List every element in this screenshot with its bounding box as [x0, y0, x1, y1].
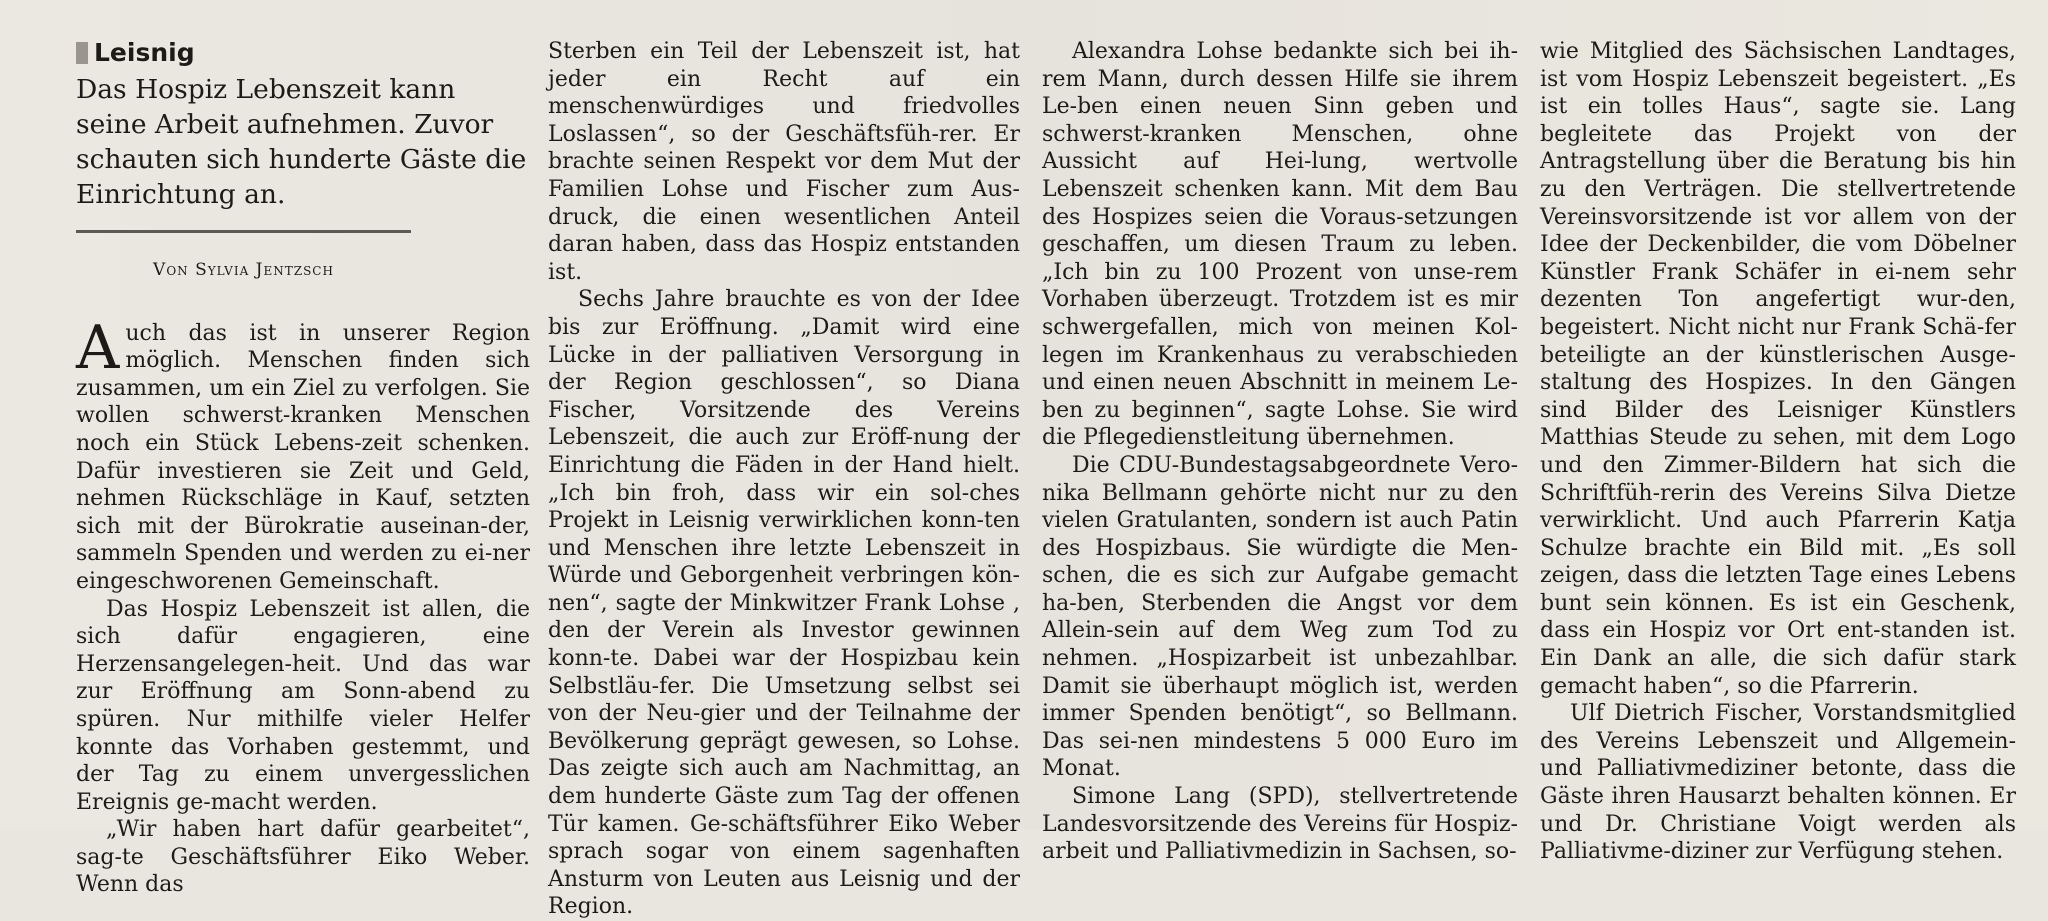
- drop-cap: A: [76, 312, 120, 383]
- kicker-marker: [76, 42, 88, 64]
- column-2: [548, 38, 1020, 921]
- paragraph: Alexandra Lohse bedankte sich bei ih-rem Mann, durch dessen Hilfe sie ihrem Le-ben einen neuen Sinn geben und schwerst-kranken Menschen, ohne Aussicht auf Hei-lung, wertvolle Lebenszeit schenken kann. Mit dem Bau des Hospizes seien die Voraus-setzungen geschaffen, um diesen Traum zu leben. „Ich bin zu 100 Prozent von unse-rem Vorhaben überzeugt. Trotzdem ist es mir schwergefallen, mich von meinen Kol-legen im Krankenhaus zu verabschieden und einen neuen Abschnitt in meinem Le-ben zu beginnen“, sagte Lohse. Sie wird die Pflegedienstleitung übernehmen.: [1042, 39, 1518, 451]
- paragraph: Auch das ist in unserer Region möglich. Menschen finden sich zusammen, um ein Ziel zu verfolgen. Sie wollen schwerst-kranken Menschen noch ein Stück Lebens-zeit schenken. Dafür investieren sie Zeit und Geld, nehmen Rückschläge in Kauf, setzten sich mit der Bürokratie auseinan-der, sammeln Spenden und werden zu ei-ner eingeschworenen Gemeinschaft.: [76, 312, 530, 594]
- paragraph: Ulf Dietrich Fischer, Vorstandsmitglied des Vereins Lebenszeit und Allgemein- und Palliativmediziner betonte, dass die Gäste ihren Hausarzt behalten können. Er und Dr. Christiane Voigt werden als Palliativme-diziner zur Verfügung stehen.: [1540, 701, 2016, 865]
- column-3: [1042, 38, 1518, 866]
- column-4: [1540, 38, 2016, 866]
- kicker-label: Leisnig: [94, 38, 195, 67]
- headline: Das Hospiz Lebenszeit kann seine Arbeit aufnehmen. Zuvor schauten sich hunderte Gäste die Einrichtung an.: [76, 74, 527, 210]
- byline: Von Sylvia Jentzsch: [153, 260, 334, 280]
- faded-previous-text: [0, 0, 2048, 40]
- paragraph: Das Hospiz Lebenszeit ist allen, die sich dafür engagieren, eine Herzensangelegen-heit. Und das war zur Eröffnung am Sonn-abend zu spüren. Nur mithilfe vieler Helfer konnte das Vorhaben gestemmt, und der Tag zu einem unvergesslichen Ereignis ge-macht werden.: [76, 596, 530, 815]
- paragraph: Die CDU-Bundestagsabgeordnete Vero-nika Bellmann gehörte nicht nur zu den vielen Gratulanten, sondern ist auch Patin des Hospizbaus. Sie würdigte die Men-schen, die es sich zur Aufgabe gemacht ha-ben, Sterbenden die Angst vor dem Allein-sein auf dem Weg zum Tod zu nehmen. „Hospizarbeit ist unbezahlbar. Damit sie überhaupt möglich ist, werden immer Spenden benötigt“, so Bellmann. Das sei-nen mindestens 5 000 Euro im Monat.: [1042, 452, 1518, 782]
- paragraph: „Wir haben hart dafür gearbeitet“, sag-te Geschäftsführer Eiko Weber. Wenn das: [76, 817, 530, 898]
- kicker: [76, 38, 530, 68]
- paragraph: Sterben ein Teil der Lebenszeit ist, hat jeder ein Recht auf ein menschenwürdiges und friedvolles Loslassen“, so der Geschäftsfüh-rer. Er brachte seinen Respekt vor dem Mut der Familien Lohse und Fischer zum Aus-druck, die einen wesentlichen Anteil daran haben, dass das Hospiz entstanden ist.: [548, 39, 1020, 285]
- paragraph: Simone Lang (SPD), stellvertretende Landesvorsitzende des Vereins für Hospiz-arbeit und Palliativmedizin in Sachsen, so-: [1042, 784, 1518, 865]
- paragraph: wie Mitglied des Sächsischen Landtages, ist vom Hospiz Lebenszeit begeistert. „Es ist ein tolles Haus“, sagte sie. Lang begleitete das Projekt von der Antragstellung über die Beratung bis hin zu den Verträgen. Die stellvertretende Vereinsvorsitzende ist vor allem von der Idee der Deckenbilder, die vom Döbelner Künstler Frank Schäfer in ei-nem sehr dezenten Ton angefertigt wur-den, begeistert. Nicht nicht nur Frank Schä-fer beteiligte an der künstlerischen Ausge-staltung des Hospizes. In den Gängen sind Bilder des Leisniger Künstlers Matthias Steude zu sehen, mit dem Logo und den Zimmer-Bildern hat sich die Schriftfüh-rerin des Vereins Silva Dietze verwirklicht. Und auch Pfarrerin Katja Schulze brachte ein Bild mit. „Es soll zeigen, dass die letzten Tage eines Lebens bunt sein können. Es ist ein Geschenk, dass ein Hospiz vor Ort ent-standen ist. Ein Dank an alle, die sich dafür stark gemacht haben“, so die Pfarrerin.: [1540, 39, 2016, 699]
- paragraph: Sechs Jahre brauchte es von der Idee bis zur Eröffnung. „Damit wird eine Lücke in der palliativen Versorgung in der Region geschlossen“, so Diana Fischer, Vorsitzende des Vereins Lebenszeit, die auch zur Eröff-nung der Einrichtung die Fäden in der Hand hielt. „Ich bin froh, dass wir ein sol-ches Projekt in Leisnig verwirklichen konn-ten und Menschen ihre letzte Lebenszeit in Würde und Geborgenheit verbringen kön-nen“, sagte der Minkwitzer Frank Lohse , den der Verein als Investor gewinnen konn-te. Dabei war der Hospizbau kein Selbstläu-fer. Die Umsetzung selbst sei von der Neu-gier und der Teilnahme der Bevölkerung geprägt gewesen, so Lohse. Das zeigte sich auch am Nachmittag, an dem hunderte Gäste zum Tag der offenen Tür kamen. Ge-schäftsführer Eiko Weber sprach sogar von einem sagenhaften Ansturm von Leuten aus Leisnig und der Region.: [548, 287, 1020, 920]
- headline-divider: [76, 230, 411, 233]
- column-1: [76, 38, 530, 899]
